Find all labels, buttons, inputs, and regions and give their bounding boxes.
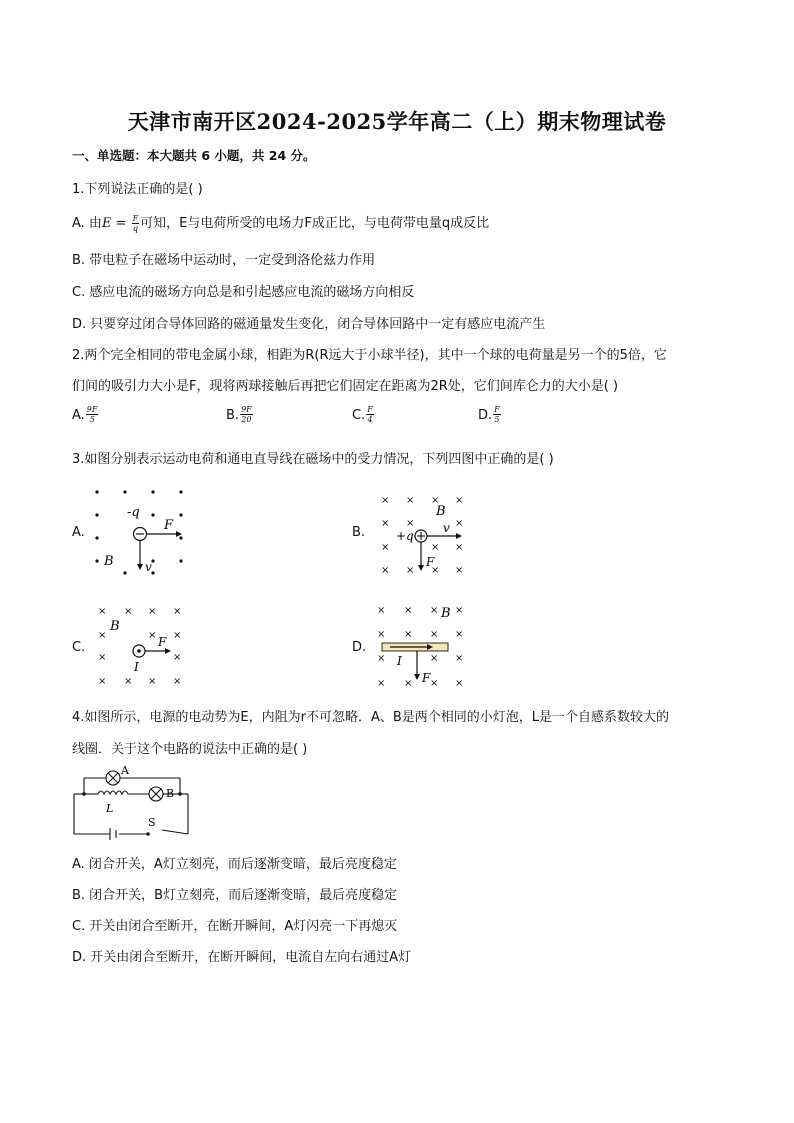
svg-text:×: × [404, 629, 413, 640]
q1-a-fraction [132, 214, 140, 233]
svg-text:×: × [431, 565, 440, 576]
q2-option-b [226, 404, 254, 424]
svg-text:×: × [455, 565, 464, 576]
fig-a-field: B [104, 554, 114, 569]
svg-text:×: × [377, 653, 386, 664]
q2-stem-line1: 2.两个完全相同的带电金属小球，相距为R(R远大于小球半径)，其中一个球的电荷量是另一个的5倍，它 [72, 348, 667, 363]
q2-b-label: B. [226, 408, 240, 423]
fig-d-field: B [441, 606, 451, 621]
svg-text:×: × [98, 652, 107, 663]
fig-d-current: I [397, 654, 402, 668]
q1-a-text: 可知，E与电荷所受的电场力F成正比，与电荷带电量q成反比 [140, 216, 490, 231]
svg-text:×: × [98, 630, 107, 641]
circuit-label-a: A [121, 764, 129, 777]
svg-text:×: × [430, 605, 439, 616]
svg-text:×: × [406, 565, 415, 576]
q2-stem-line2: 们间的吸引力大小是F，现将两球接触后再把它们固定在距离为2R处，它们间库仑力的大小是( ) [72, 379, 619, 394]
q3-fig-b-label: B. [352, 525, 366, 540]
svg-text:×: × [455, 605, 464, 616]
fig-d-force: F [422, 671, 431, 685]
svg-text:×: × [455, 653, 464, 664]
svg-text:×: × [431, 542, 440, 553]
q1-a-prefix: A. 由 [72, 216, 102, 231]
svg-text:×: × [381, 518, 390, 529]
q4-option-b: B. 闭合开关，B灯立刻亮，而后逐渐变暗，最后亮度稳定 [72, 888, 398, 903]
q4-circuit-diagram [70, 764, 200, 840]
q3-stem: 3.如图分别表示运动电荷和通电直导线在磁场中的受力情况，下列四图中正确的是( ) [72, 452, 554, 467]
svg-text:×: × [431, 495, 440, 506]
svg-text:×: × [173, 630, 182, 641]
circuit-label-s: S [148, 816, 156, 829]
q3-figure-c [92, 600, 192, 692]
svg-text:×: × [124, 676, 133, 687]
q2-b-num: 9F [241, 405, 252, 414]
q2-d-den: 5 [494, 415, 500, 424]
svg-text:×: × [377, 605, 386, 616]
q1-option-c: C. 感应电流的磁场方向总是和引起感应电流的磁场方向相反 [72, 285, 415, 300]
fig-a-force: F [164, 518, 174, 533]
q2-c-label: C. [352, 408, 366, 423]
svg-text:×: × [430, 653, 439, 664]
fig-b-charge: +q [396, 529, 414, 543]
q2-d-label: D. [478, 408, 493, 423]
q4-stem-line2: 线圈．关于这个电路的说法中正确的是( ) [72, 742, 308, 757]
svg-text:×: × [381, 565, 390, 576]
svg-text:×: × [455, 629, 464, 640]
svg-text:×: × [455, 678, 464, 689]
q2-option-c [352, 404, 375, 424]
fig-a-velocity: v [145, 560, 152, 574]
q2-a-label: A. [72, 408, 85, 423]
q2-b-den: 20 [241, 415, 252, 424]
section-heading: 一、单选题：本大题共 6 小题，共 24 分。 [72, 148, 316, 163]
page-title: 天津市南开区2024-2025学年高二（上）期末物理试卷 [127, 109, 667, 134]
svg-text:×: × [148, 606, 157, 617]
svg-text:×: × [381, 542, 390, 553]
svg-text:×: × [381, 495, 390, 506]
q1-a-frac-num: F [132, 214, 139, 223]
q4-stem-line1: 4.如图所示，电源的电动势为E，内阻为r不可忽略．A、B是两个相同的小灯泡，L是一个自感系数较大的 [72, 710, 670, 725]
svg-text:×: × [148, 630, 157, 641]
q3-figure-b [372, 488, 472, 580]
svg-text:×: × [455, 518, 464, 529]
svg-text:×: × [148, 676, 157, 687]
fig-c-current: I [134, 660, 139, 674]
q2-c-num: F [367, 405, 373, 414]
q3-fig-d-label: D. [352, 640, 367, 655]
svg-text:×: × [173, 606, 182, 617]
q2-d-frac [493, 405, 501, 424]
q3-figure-d [372, 598, 472, 692]
q3-figure-a [84, 485, 194, 580]
q2-a-frac [86, 405, 99, 424]
svg-text:×: × [98, 606, 107, 617]
q2-c-den: 4 [367, 415, 373, 424]
q2-a-den: 5 [89, 415, 95, 424]
q1-option-b: B. 带电粒子在磁场中运动时，一定受到洛伦兹力作用 [72, 253, 376, 268]
q4-option-a: A. 闭合开关，A灯立刻亮，而后逐渐变暗，最后亮度稳定 [72, 857, 397, 872]
svg-text:×: × [430, 629, 439, 640]
q2-option-a [72, 404, 99, 424]
q4-option-d: D. 开关由闭合至断开，在断开瞬间，电流自左向右通过A灯 [72, 950, 412, 965]
circuit-label-b: B [166, 787, 175, 800]
q1-a-eq: E = [101, 216, 131, 231]
q1-a-frac-den: q [132, 224, 138, 233]
fig-a-charge: -q [127, 505, 140, 520]
svg-text:×: × [455, 542, 464, 553]
svg-text:×: × [124, 606, 133, 617]
q1-option-d: D. 只要穿过闭合导体回路的磁通量发生变化，闭合导体回路中一定有感应电流产生 [72, 317, 546, 332]
q4-option-c: C. 开关由闭合至断开，在断开瞬间，A灯闪亮一下再熄灭 [72, 919, 398, 934]
svg-text:×: × [406, 518, 415, 529]
svg-text:×: × [377, 678, 386, 689]
svg-text:×: × [455, 495, 464, 506]
fig-c-field: B [110, 619, 120, 634]
fig-b-field: B [436, 504, 446, 519]
svg-text:×: × [404, 678, 413, 689]
svg-text:×: × [173, 652, 182, 663]
q2-c-frac [366, 405, 374, 424]
q2-d-num: F [494, 405, 500, 414]
svg-text:×: × [98, 676, 107, 687]
q1-option-a [72, 212, 489, 233]
circuit-label-l: L [106, 802, 114, 815]
fig-c-force: F [158, 635, 167, 649]
fig-b-velocity: v [443, 521, 450, 535]
fig-b-force: F [426, 555, 435, 569]
svg-text:×: × [377, 629, 386, 640]
q1-stem: 1.下列说法正确的是( ) [72, 182, 203, 197]
q2-option-d [478, 404, 502, 424]
q2-a-num: 9F [86, 405, 98, 414]
svg-text:×: × [404, 605, 413, 616]
q2-b-frac [240, 405, 253, 424]
q3-fig-a-label: A. [72, 525, 85, 540]
svg-text:×: × [406, 495, 415, 506]
svg-text:×: × [430, 678, 439, 689]
q3-fig-c-label: C. [72, 640, 86, 655]
svg-text:×: × [173, 676, 182, 687]
